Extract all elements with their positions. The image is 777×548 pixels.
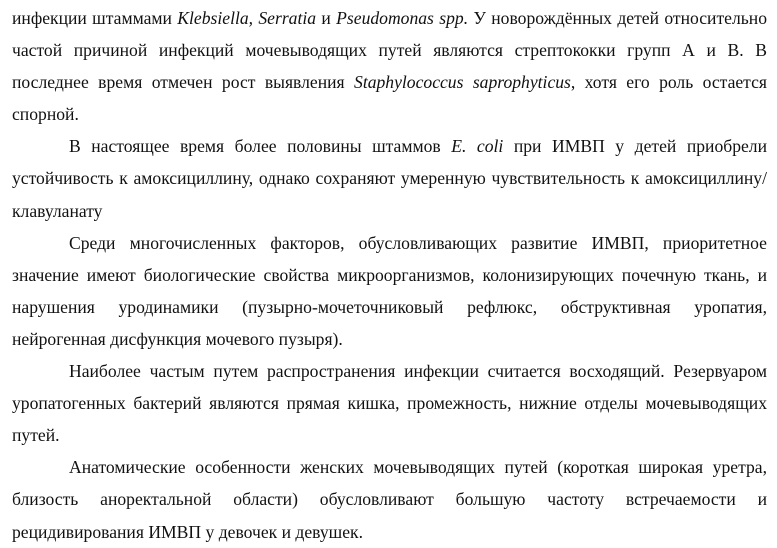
paragraph-text: Анатомические особенности женских мочевыводящих путей (короткая широкая уретра, близость аноректальной области) обусловливают большую частоту встречаемости и рецидивирования ИМВП у девочек и девушек.: [12, 457, 767, 542]
paragraph-text: Среди многочисленных факторов, обусловливающих развитие ИМВП, приоритетное значение имеют биологические свойства микроорганизмов, колонизирующих почечную ткань, и нарушения уродинамики (пузырно-мочеточниковый рефлюкс, обструктивная уропатия, нейрогенная дисфункция мочевого пузыря).: [12, 232, 767, 349]
paragraph-text-italic: Klebsiella, Serratia: [177, 8, 317, 28]
paragraph-text: , хотя его роль остается спорной.: [12, 72, 767, 125]
paragraph-text: и: [316, 8, 337, 28]
paragraph: [12, 130, 767, 226]
paragraph-text-italic: Pseudomonas spp.: [336, 8, 469, 28]
paragraph: [12, 227, 767, 355]
paragraph-text-italic: Staphylococcus saprophyticus: [354, 72, 571, 93]
paragraph-text: инфекции штаммами: [12, 8, 178, 28]
paragraph-text-italic: E. coli: [451, 136, 504, 157]
paragraph: [12, 451, 767, 547]
paragraph-text: при ИМВП у детей приобрели устойчивость к амоксициллину, однако сохраняют умеренную чувствительность к амоксициллину/клавуланату: [12, 136, 767, 221]
paragraph: [12, 355, 767, 451]
paragraph-text: В настоящее время более половины штаммов: [69, 136, 452, 157]
paragraph-text: Наиболее частым путем распространения инфекции считается восходящий. Резервуаром уропатогенных бактерий являются прямая кишка, промежность, нижние отделы мочевыводящих путей.: [12, 361, 767, 446]
paragraph-text: У новорождённых детей относительно частой причиной инфекций мочевыводящих путей являются стрептококки групп А и В. В последнее время отмечен рост выявления: [12, 8, 767, 93]
paragraph: [12, 2, 767, 130]
